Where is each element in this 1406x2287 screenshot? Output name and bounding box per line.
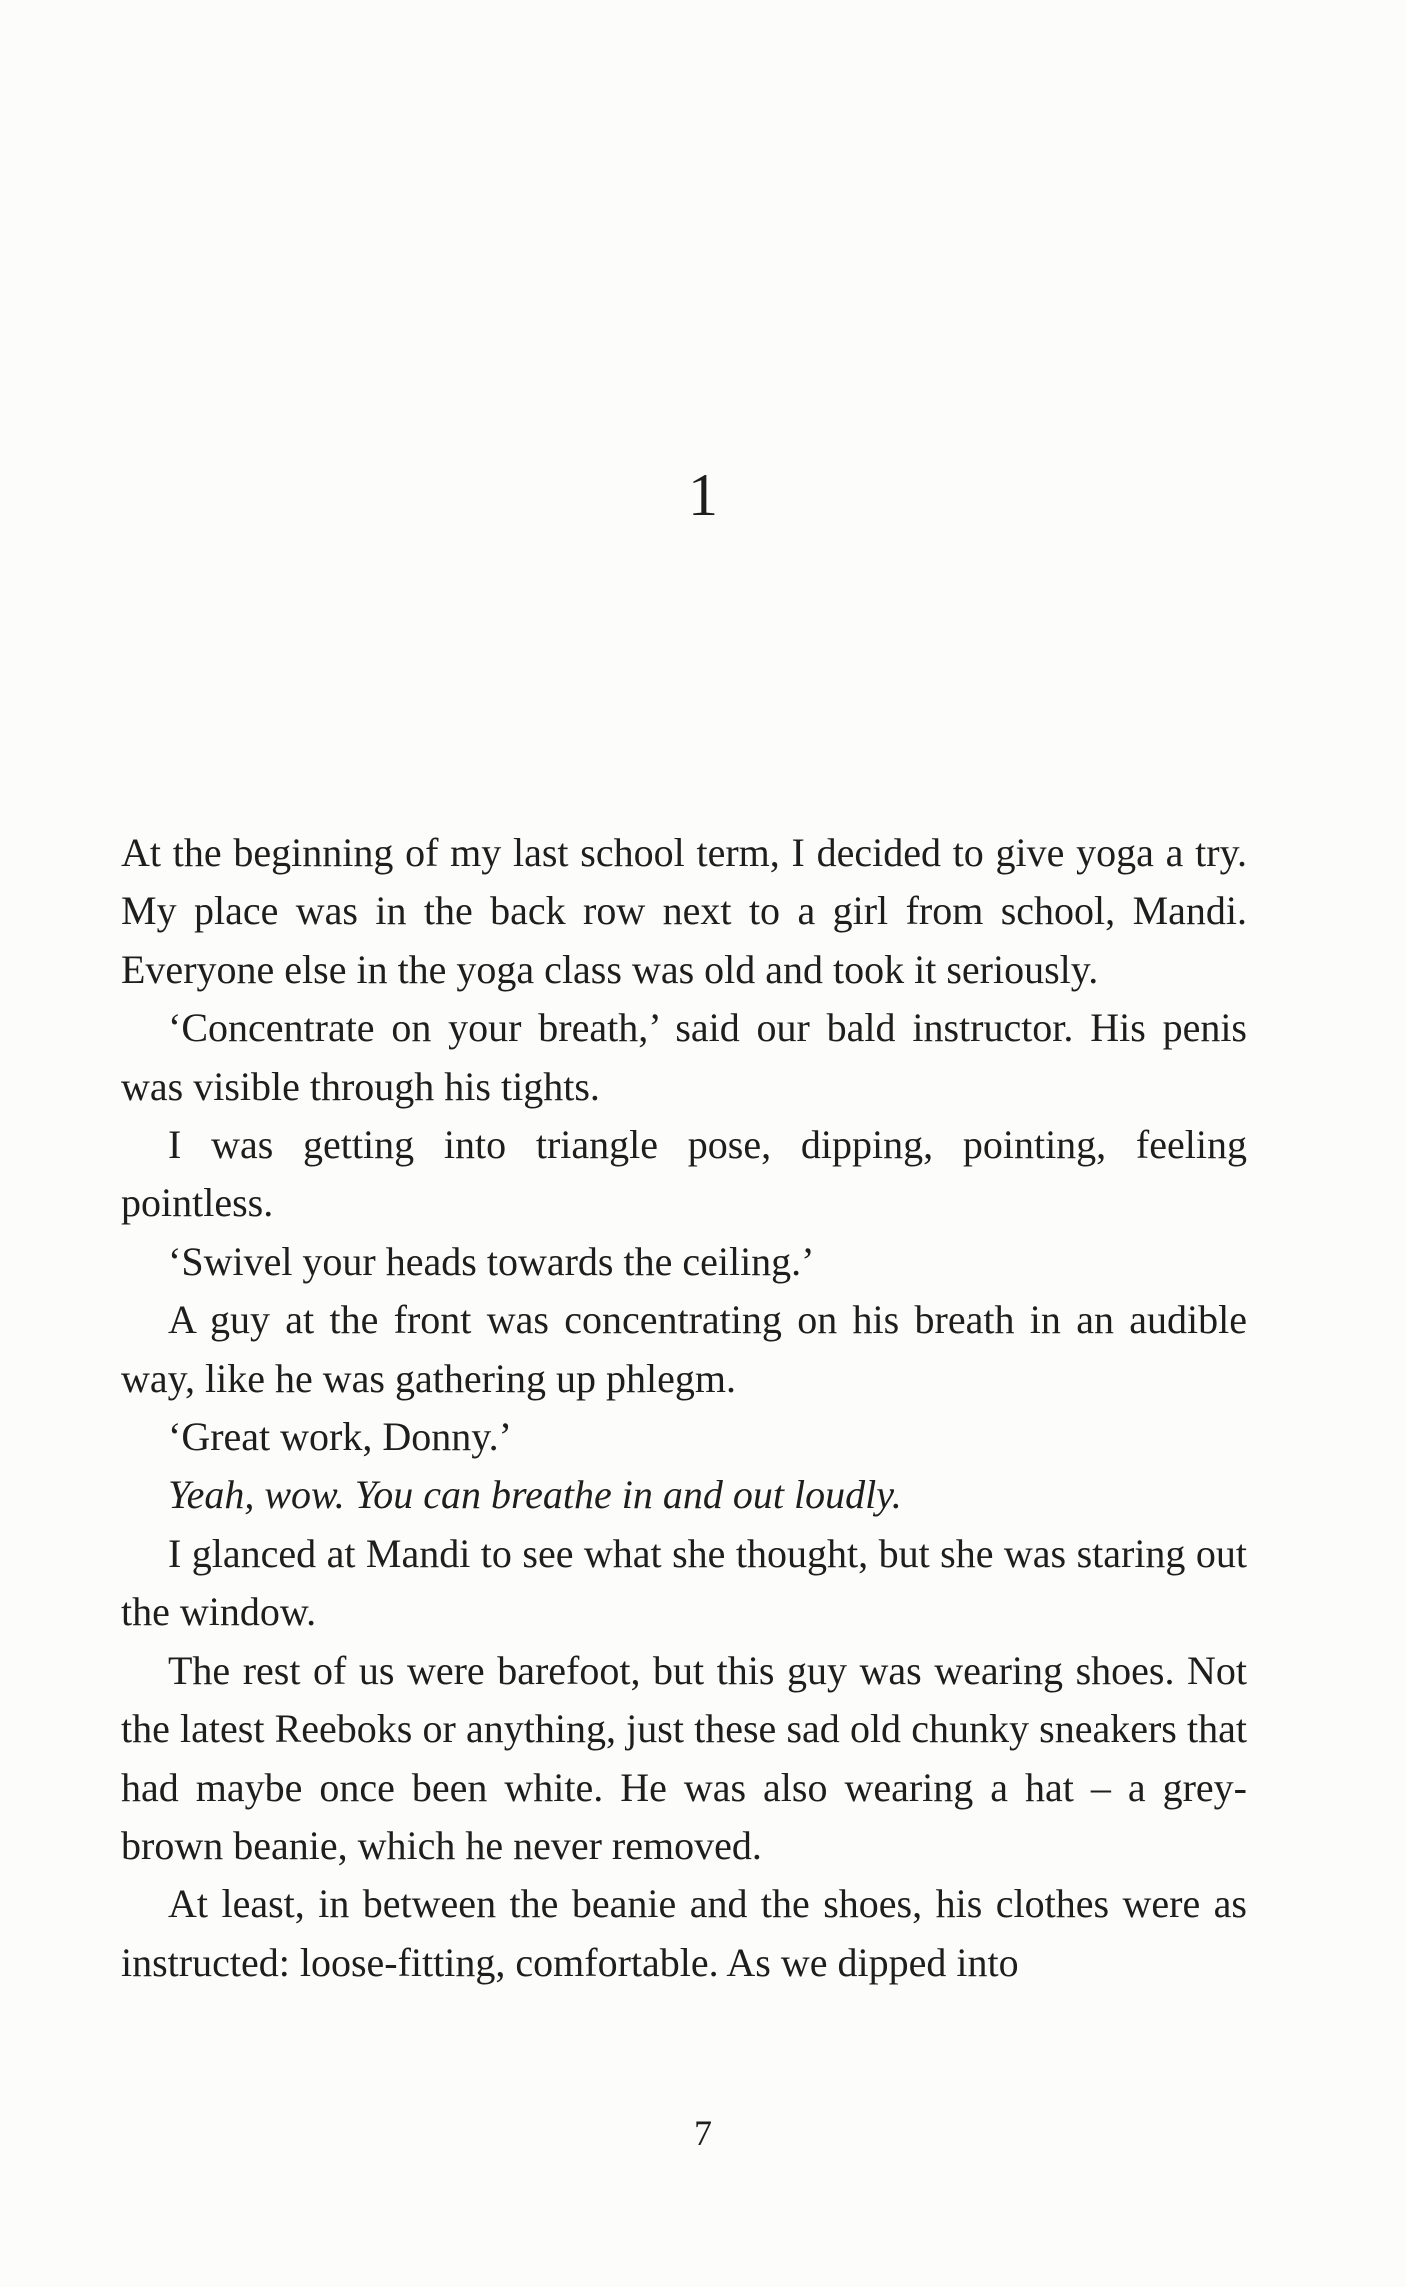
body-text xyxy=(121,824,1247,1992)
paragraph: ‘Concentrate on your breath,’ said our bald instructor. His penis was visible through his tights. xyxy=(121,1005,1247,1109)
paragraph: The rest of us were barefoot, but this guy was wearing shoes. Not the latest Reeboks or anything, just these sad old chunky sneakers that had maybe once been white. He was also wearing a hat – a grey-brown beanie, which he never removed. xyxy=(121,1647,1247,1868)
paragraph: I was getting into triangle pose, dipping, pointing, feeling pointless. xyxy=(121,1122,1247,1226)
paragraph: ‘Swivel your heads towards the ceiling.’ xyxy=(168,1238,815,1284)
paragraph: A guy at the front was concentrating on his breath in an audible way, like he was gathering up phlegm. xyxy=(121,1297,1247,1401)
paragraph: I glanced at Mandi to see what she thought, but she was staring out the window. xyxy=(121,1530,1247,1635)
chapter-number: 1 xyxy=(688,462,718,528)
italic-paragraph: Yeah, wow. You can breathe in and out loudly. xyxy=(168,1472,902,1518)
paragraph: At the beginning of my last school term, I decided to give yoga a try. My place was in the back row next to a girl from school, Mandi. Everyone else in the yoga class was old and took it seriously. xyxy=(121,830,1247,992)
paragraph: ‘Great work, Donny.’ xyxy=(168,1414,512,1460)
page-number: 7 xyxy=(694,2113,712,2153)
paragraph: At least, in between the beanie and the shoes, his clothes were as instructed: loose-fitting, comfortable. As we dipped into xyxy=(121,1881,1247,1985)
